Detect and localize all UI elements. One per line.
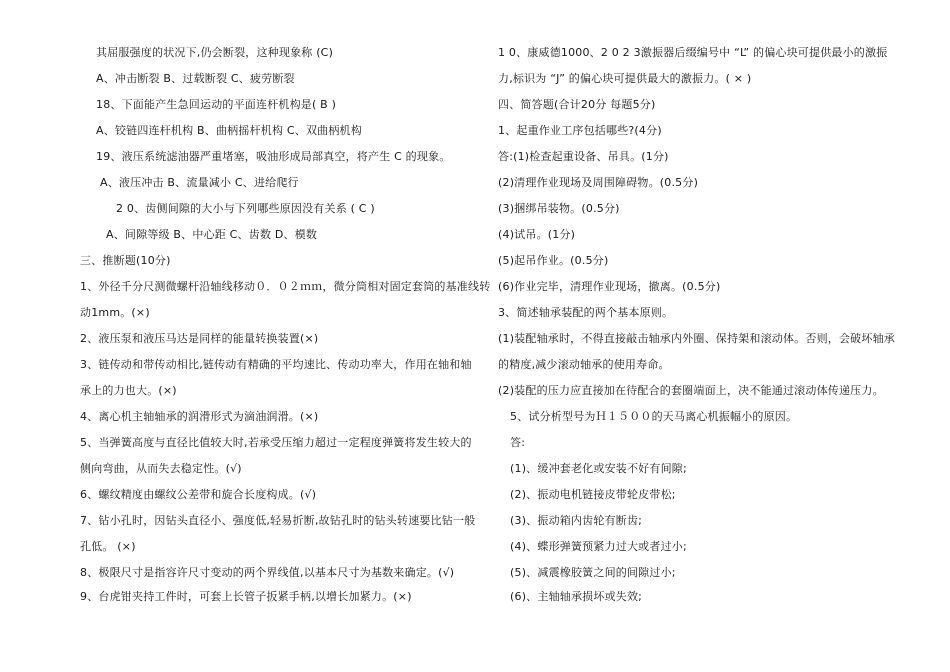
- text-line: (1)、缓冲套老化或安装不好有间隙;: [510, 462, 687, 475]
- text-line: (6)、主轴轴承损坏或失效;: [510, 590, 643, 603]
- text-line: (2)、振动电机链接皮带轮皮带松;: [510, 488, 676, 501]
- text-line: (3)捆绑吊装物。(0.5分): [498, 202, 620, 215]
- text-line: A、间隙等级 B、中心距 C、齿数 D、模数: [106, 228, 318, 241]
- text-line: 5、当弹簧高度与直径比值较大时,若承受压缩力超过一定程度弹簧将发生较大的: [80, 436, 472, 449]
- text-line: 1、起重作业工序包括哪些?(4分): [498, 124, 662, 137]
- text-line: 18、下面能产生急回运动的平面连杆机构是( B ): [96, 98, 337, 111]
- text-line: 答:: [510, 436, 526, 449]
- text-line: (3)、振动箱内齿轮有断齿;: [510, 514, 643, 527]
- text-line: 4、离心机主轴轴承的润滑形式为滴油润滑。(×): [80, 410, 319, 423]
- text-line: (5)、减震橡胶簧之间的间隙过小;: [510, 566, 676, 579]
- text-line: 19、液压系统滤油器严重堵塞，吸油形成局部真空，将产生 C 的现象。: [96, 150, 451, 163]
- text-line: 2、液压泵和液压马达是同样的能量转换装置(×): [80, 332, 319, 345]
- text-line: 孔低。 (×): [80, 540, 136, 553]
- text-line: A、铰链四连杆机构 B、曲柄摇杆机构 C、双曲柄机构: [96, 124, 362, 137]
- text-line: 3、链传动和带传动相比,链传动有精确的平均速比、传动功率大，作用在轴和轴: [80, 358, 472, 371]
- text-line: 答:(1)检查起重设备、吊具。(1分): [498, 150, 669, 163]
- text-line: (6)作业完毕，清理作业现场，撤离。(0.5分): [498, 280, 721, 293]
- text-line: (4)试吊。(1分): [498, 228, 576, 241]
- text-line: (5)起吊作业。(0.5分): [498, 254, 609, 267]
- text-line: 侧向弯曲，从而失去稳定性。(√): [80, 462, 242, 475]
- text-line: 承上的力也大。(×): [80, 384, 177, 397]
- text-line: 9、台虎钳夹持工件时，可套上长管子扳紧手柄,以增长加紧力。(×): [80, 590, 412, 603]
- section-heading: 四、简答题(合计20分 每题5分): [498, 98, 656, 111]
- text-line: (2)清理作业现场及周围障碍物。(0.5分): [498, 176, 699, 189]
- text-line: 2 0、齿侧间隙的大小与下列哪些原因没有关系 ( C ): [116, 202, 375, 215]
- text-line: (1)装配轴承时，不得直接敲击轴承内外圈、保持架和滚动体。否则，会破坏轴承: [498, 332, 895, 345]
- text-line: 5、试分析型号为Ｈ１５００的天马离心机振幅小的原因。: [510, 410, 798, 423]
- text-line: 动1mm。(×): [80, 306, 150, 319]
- text-line: A、冲击断裂 B、过载断裂 C、疲劳断裂: [96, 72, 295, 85]
- text-line: 1、外径千分尺测微螺杆沿轴线移动０．０２ｍｍ，微分筒相对固定套筒的基准线转: [80, 280, 491, 293]
- text-line: 的精度,减少滚动轴承的使用寿命。: [498, 358, 670, 371]
- text-line: 8、极限尺寸是指容许尺寸变动的两个界线值,以基本尺寸为基数来确定。(√): [80, 566, 455, 579]
- text-line: A、液压冲击 B、流量减小 C、进给爬行: [100, 176, 299, 189]
- text-line: 力,标识为 “J” 的偏心块可提供最大的激振力。( × ): [498, 72, 752, 85]
- text-line: 其屈服强度的状况下,仍会断裂，这种现象称 (C): [96, 46, 334, 59]
- text-line: (2)装配的压力应直接加在待配合的套圈端面上，决不能通过滚动体传递压力。: [498, 384, 884, 397]
- text-line: 3、简述轴承装配的两个基本原则。: [498, 306, 674, 319]
- right-column: [480, 0, 950, 672]
- section-heading: 三、推断题(10分): [80, 254, 171, 267]
- text-line: 7、钻小孔时，因钻头直径小、强度低,轻易折断,故钻孔时的钻头转速要比钻一般: [80, 514, 476, 527]
- text-line: 1 0、康威德1000、2 0 2 3激振器后缀编号中 “L” 的偏心块可提供最小的激振: [498, 46, 888, 59]
- text-line: 6、螺纹精度由螺纹公差带和旋合长度构成。(√): [80, 488, 317, 501]
- text-line: (4)、蝶形弹簧预紧力过大或者过小;: [510, 540, 687, 553]
